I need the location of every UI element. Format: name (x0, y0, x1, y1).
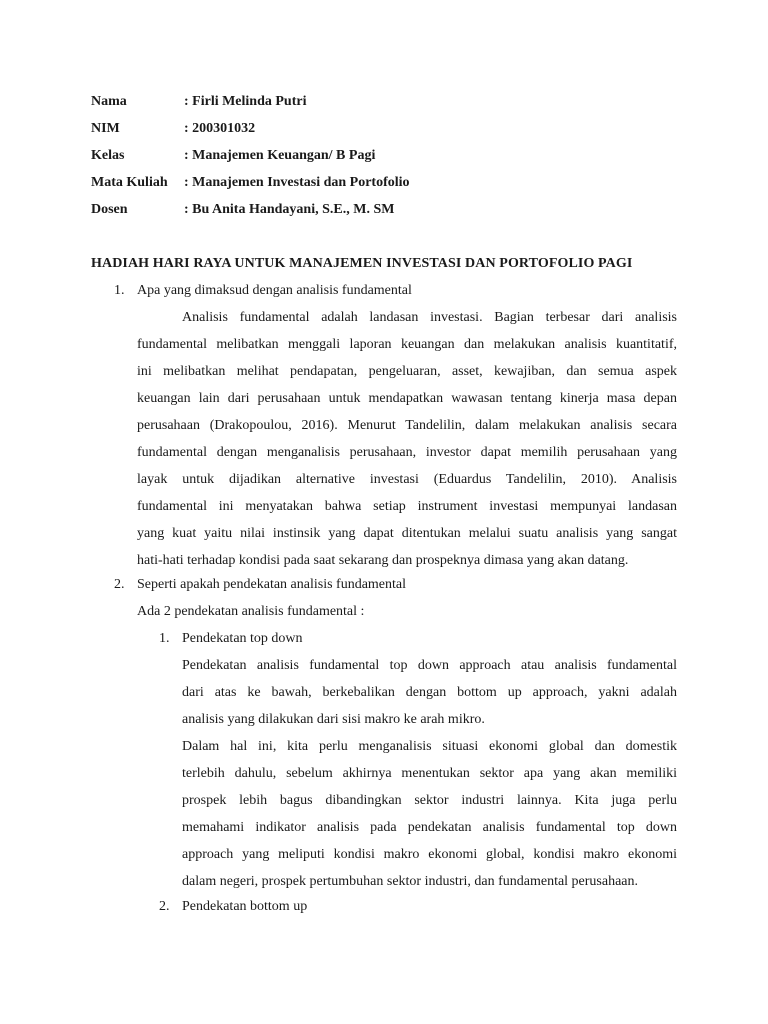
info-row-dosen (91, 200, 691, 227)
approach-1-paragraph-1 (182, 656, 677, 737)
intro-text: Ada 2 pendekatan analisis fundamental : (137, 604, 365, 619)
approach-title: Pendekatan top down (182, 631, 303, 646)
paragraph-line: fundamental melibatkan menggali laporan keuangan dan melakukan analisis kuantitatif, (137, 337, 677, 352)
paragraph-line: terlebih dahulu, sebelum akhirnya menentukan sektor apa yang akan memiliki (182, 766, 677, 781)
question-number: 2. (114, 577, 125, 592)
question-text: Apa yang dimaksud dengan analisis fundamental (137, 283, 412, 298)
paragraph-line: keuangan lain dari perusahaan untuk mendapatkan wawasan tentang kinerja masa depan (137, 391, 677, 406)
info-value: : 200301032 (184, 121, 256, 136)
paragraph-line: Analisis fundamental adalah landasan investasi. Bagian terbesar dari analisis (182, 310, 677, 325)
info-label: NIM (91, 121, 120, 136)
paragraph-line: analisis yang dilakukan dari sisi makro ke arah mikro. (182, 712, 485, 727)
info-label: Dosen (91, 202, 128, 217)
student-info-block (91, 92, 691, 227)
paragraph-line: Dalam hal ini, kita perlu menganalisis situasi ekonomi global dan domestik (182, 739, 677, 754)
paragraph-line: Pendekatan analisis fundamental top down approach atau analisis fundamental (182, 658, 677, 673)
info-value: : Manajemen Investasi dan Portofolio (184, 175, 410, 190)
document-title: HADIAH HARI RAYA UNTUK MANAJEMEN INVESTASI DAN PORTOFOLIO PAGI (91, 256, 633, 271)
approach-number: 1. (159, 631, 170, 646)
approach-number: 2. (159, 899, 170, 914)
answer-1-paragraph (137, 308, 677, 578)
info-row-nama (91, 92, 691, 119)
question-number: 1. (114, 283, 125, 298)
info-label: Nama (91, 94, 127, 109)
paragraph-line: fundamental dengan menganalisis perusahaan, investor dapat memilih perusahaan yang (137, 445, 677, 460)
paragraph-line: yang kuat yaitu nilai instinsik yang dapat ditentukan melalui suatu analisis yang sangat (137, 526, 677, 541)
info-label: Mata Kuliah (91, 175, 168, 190)
info-label: Kelas (91, 148, 125, 163)
paragraph-line: dari atas ke bawah, berkebalikan dengan bottom up approach, yakni adalah (182, 685, 677, 700)
approach-title: Pendekatan bottom up (182, 899, 308, 914)
paragraph-line: memahami indikator analisis pada pendekatan analisis fundamental top down (182, 820, 677, 835)
info-value: : Bu Anita Handayani, S.E., M. SM (184, 202, 395, 217)
paragraph-line: perusahaan (Drakopoulou, 2016). Menurut Tandelilin, dalam melakukan analisis secara (137, 418, 677, 433)
info-row-mata-kuliah (91, 173, 691, 200)
paragraph-line: layak untuk dijadikan alternative investasi (Eduardus Tandelilin, 2010). Analisis (137, 472, 677, 487)
paragraph-line: hati-hati terhadap kondisi pada saat sekarang dan prospeknya dimasa yang akan datang. (137, 553, 629, 568)
info-row-nim (91, 119, 691, 146)
approach-1-paragraph-2 (182, 737, 677, 899)
info-row-kelas (91, 146, 691, 173)
paragraph-line: fundamental ini menyatakan bahwa setiap instrument investasi mempunyai landasan (137, 499, 677, 514)
info-value: : Firli Melinda Putri (184, 94, 307, 109)
info-value: : Manajemen Keuangan/ B Pagi (184, 148, 376, 163)
paragraph-line: ini melibatkan melihat pendapatan, pengeluaran, asset, kewajiban, dan semua aspek (137, 364, 677, 379)
paragraph-line: prospek lebih bagus dibandingkan sektor industri lainnya. Kita juga perlu (182, 793, 677, 808)
question-text: Seperti apakah pendekatan analisis fundamental (137, 577, 407, 592)
paragraph-line: approach yang meliputi kondisi makro ekonomi global, kondisi makro ekonomi (182, 847, 677, 862)
paragraph-line: dalam negeri, prospek pertumbuhan sektor industri, dan fundamental perusahaan. (182, 874, 639, 889)
